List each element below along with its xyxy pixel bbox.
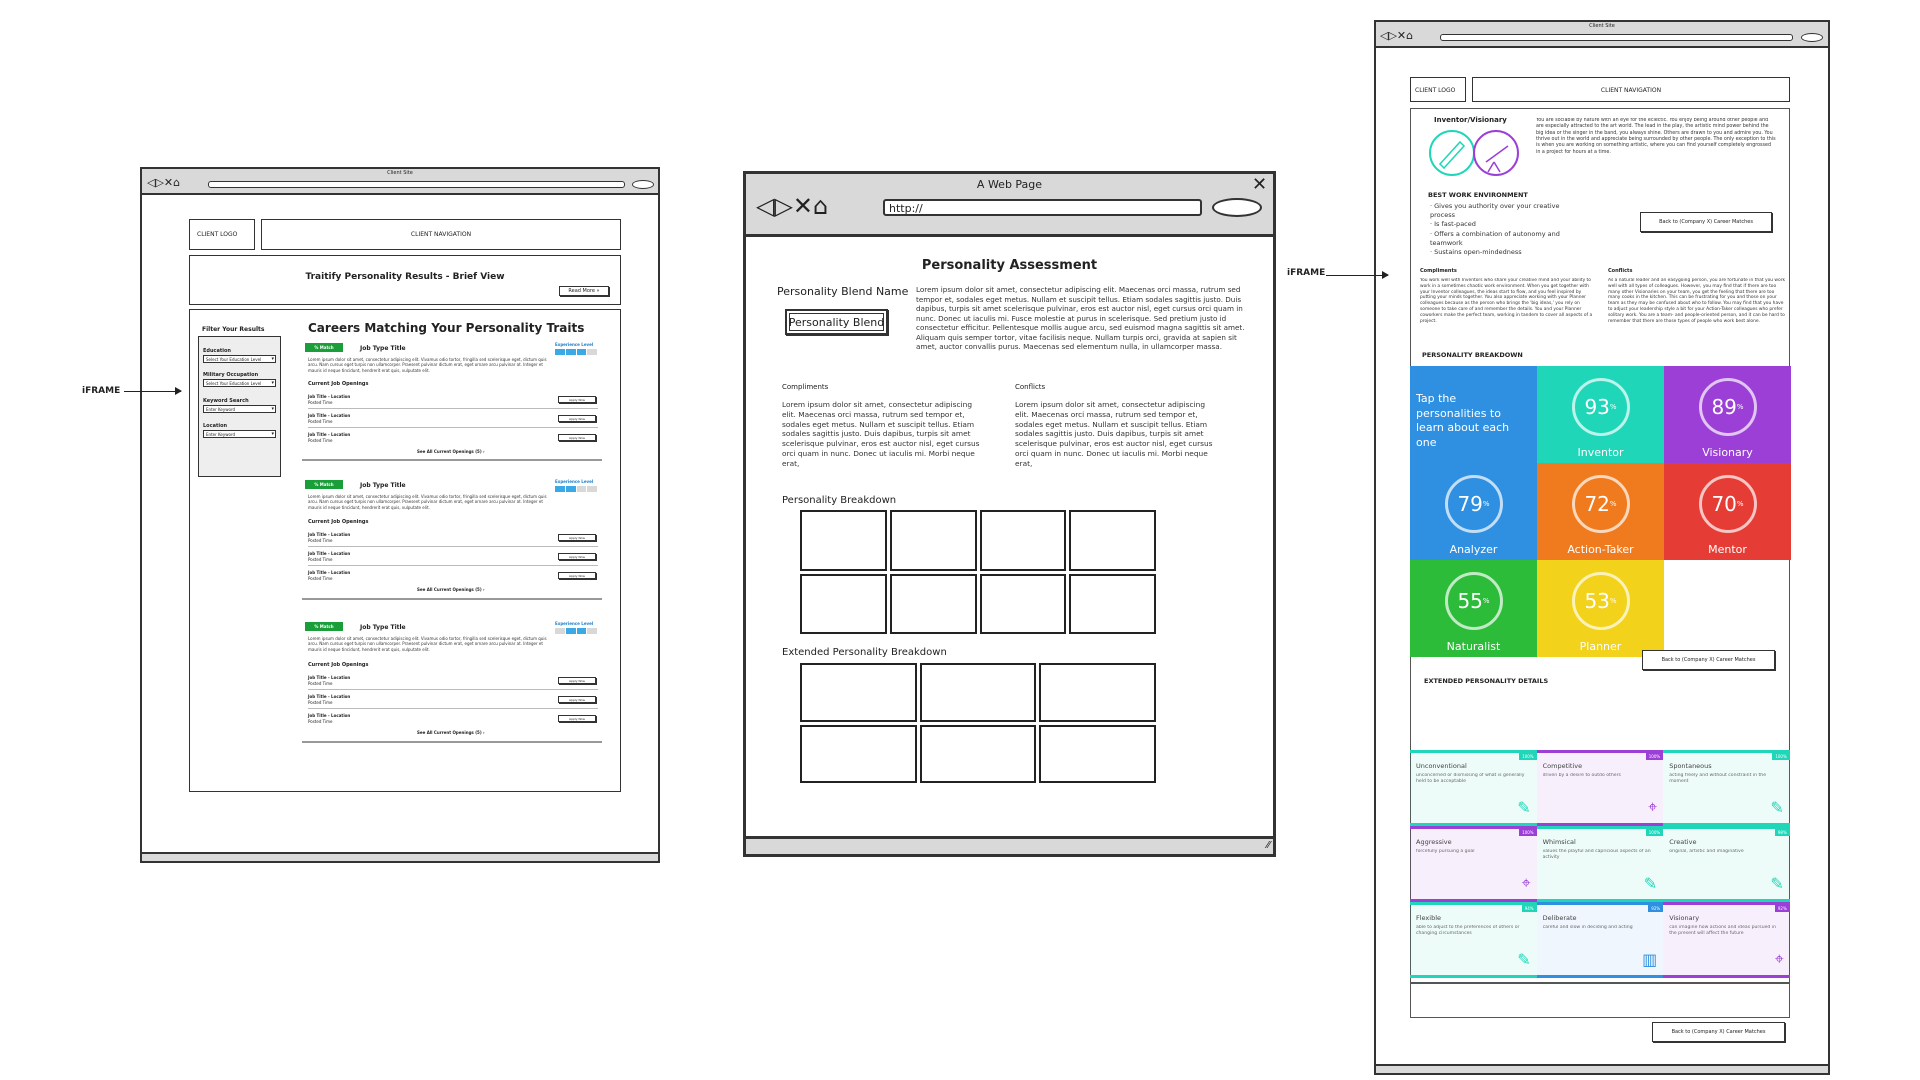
conflicts-label: Conflicts bbox=[1608, 268, 1633, 274]
trait-description: driven by a desire to outdo others bbox=[1542, 773, 1621, 778]
score-value: 79 bbox=[1457, 492, 1483, 516]
middle-search-icon[interactable] bbox=[1212, 198, 1262, 217]
score-value: 53 bbox=[1584, 589, 1610, 613]
pen-icon: ✎ bbox=[1517, 950, 1531, 969]
middle-status-bar bbox=[746, 836, 1273, 854]
tile-name: Action-Taker bbox=[1567, 543, 1634, 556]
trait-percent-badge: 94% bbox=[1522, 905, 1537, 912]
apply-now-button[interactable]: Apply Now bbox=[558, 553, 596, 560]
blend-description: Lorem ipsum dolor sit amet, consectetur adipiscing elit. Maecenas orci massa, rutrum sed tempor et, sodales eget metus. Nullam et suscipit tellus. Etiam sodales sagittis justo. Duis dapibus, turpis sit amet scelerisque pulvinar, eros est auctor nisl, eget cursus orci quam in nunc. Donec ut iaculis mi. Fusce molestie at purus in scelerisque. Sed pretium justo id consectetur efficitur. Pellentesque mollis augue arcu, sed euismod magna sagittis sit amet. Aliquam quis semper tortor, vitae facilisis neque. Nullam turpis orci, gravida at sapien sit amet, auctor convallis purus. Maecenas sed elementum nulla, in ullamcorper massa. bbox=[916, 285, 1245, 351]
tile-name: Inventor bbox=[1577, 446, 1624, 459]
match-badge: % Match bbox=[305, 480, 343, 489]
trait-name: Deliberate bbox=[1542, 914, 1577, 922]
trait-card-competitive[interactable] bbox=[1537, 750, 1664, 826]
apply-now-button[interactable]: Apply Now bbox=[558, 677, 596, 684]
filter-label-keyword: Keyword Search bbox=[203, 398, 249, 404]
posted-time: Posted Time bbox=[308, 576, 333, 581]
apply-now-button[interactable]: Apply Now bbox=[558, 696, 596, 703]
pen-icon: ✎ bbox=[1770, 798, 1784, 817]
experience-level-bar bbox=[555, 486, 597, 492]
type-intro: You are sociable by nature with an eye for the eclectic. You enjoy being around other people and are especially attracted to the art world. The lead in the play, the artistic mind power behind the big idea or the singer in the band, you always shine. Others are drawn to you and admire you. You thrive out in the world and appreciate being surrounded by other people. The only exception to this is when you are working on something artistic, where you can find yourself completely engrossed in a project for hours at a time. bbox=[1536, 118, 1776, 155]
keyword-input[interactable]: Enter Keyword ▾ bbox=[203, 405, 276, 413]
breakdown-cell[interactable] bbox=[890, 574, 977, 635]
trait-description: values the playful and capricious aspects of an activity bbox=[1542, 849, 1651, 861]
middle-url-bar[interactable]: http:// bbox=[883, 199, 1202, 216]
opening-title: Job Title - Location bbox=[308, 570, 351, 575]
posted-time: Posted Time bbox=[308, 557, 333, 562]
resize-grip-icon[interactable]: ⁄⁄ bbox=[1266, 840, 1270, 851]
brief-view-panel bbox=[189, 255, 621, 305]
trait-description: original, artistic and imaginative bbox=[1669, 849, 1744, 854]
brief-title: Traitify Personality Results - Brief View bbox=[305, 272, 505, 282]
extended-cell[interactable] bbox=[800, 725, 917, 784]
trait-description: acting freely and without constraint in the moment bbox=[1669, 773, 1767, 785]
trait-name: Creative bbox=[1669, 838, 1697, 846]
personality-tile-inventor[interactable] bbox=[1537, 366, 1664, 463]
pen-icon: ✎ bbox=[1643, 874, 1658, 893]
job-type-title: Job Type Title bbox=[360, 482, 406, 489]
tile-name: Analyzer bbox=[1449, 543, 1498, 556]
score-ring: 93 % bbox=[1572, 378, 1630, 436]
opening-title: Job Title - Location bbox=[308, 675, 351, 680]
right-status-bar bbox=[1376, 1064, 1828, 1073]
middle-window-title: A Web Page bbox=[976, 178, 1043, 191]
apply-now-button[interactable]: Apply Now bbox=[558, 434, 596, 441]
personality-tile-naturalist[interactable] bbox=[1410, 560, 1537, 657]
trait-name: Visionary bbox=[1669, 914, 1700, 922]
left-browser-window bbox=[140, 167, 660, 863]
opening-title: Job Title - Location bbox=[308, 551, 351, 556]
personality-tile-analyzer[interactable] bbox=[1410, 463, 1537, 560]
score-value: 70 bbox=[1711, 492, 1737, 516]
trait-description: unconcerned or dismissing of what is generally held to be acceptable bbox=[1416, 773, 1525, 785]
breakdown-cell[interactable] bbox=[980, 510, 1067, 571]
trait-name: Whimsical bbox=[1542, 838, 1576, 846]
opening-title: Job Title - Location bbox=[308, 432, 351, 437]
posted-time: Posted Time bbox=[308, 438, 333, 443]
bar-chart-icon: ▥ bbox=[1642, 950, 1658, 969]
conflicts-text: As a natural leader and an easygoing person, you are fortunate in that you work well with all types of colleagues. However, you may find that if there are too many other Visionaries on your team, you get the feeling that there are too many cooks in the kitchen. This can be frustrating for you and those on your team as they may be confused about who to follow. You may find that you have to adjust your leadership style a bit for your Action-Taker colleagues who prefer solitary work. You are a team- and people-oriented person, and it can be hard to remember that there are those types of people who work best alone. bbox=[1608, 278, 1786, 324]
divider bbox=[308, 546, 598, 547]
left-search-icon[interactable] bbox=[632, 180, 654, 189]
trait-percent-badge: 98% bbox=[1775, 829, 1790, 836]
pen-icon: ✎ bbox=[1517, 798, 1531, 817]
divider bbox=[302, 598, 602, 600]
score-ring: 55 % bbox=[1445, 572, 1503, 630]
score-value: 72 bbox=[1584, 492, 1610, 516]
left-url-bar[interactable] bbox=[208, 181, 625, 188]
inventor-visionary-icon bbox=[1428, 128, 1520, 178]
extended-label: Extended Personality Breakdown bbox=[782, 647, 947, 658]
pen-icon: ✎ bbox=[1770, 874, 1784, 893]
experience-level-bar bbox=[555, 349, 597, 355]
right-window-title: Client Site bbox=[1589, 23, 1615, 29]
read-more-button[interactable]: Read More » bbox=[559, 286, 609, 296]
match-badge: % Match bbox=[305, 622, 343, 631]
score-value: 55 bbox=[1457, 589, 1483, 613]
job-type-title: Job Type Title bbox=[360, 624, 406, 631]
trait-card-unconventional[interactable] bbox=[1410, 750, 1537, 826]
trait-percent-badge: 100% bbox=[1772, 753, 1789, 760]
right-search-icon[interactable] bbox=[1801, 33, 1823, 42]
score-ring: 89 % bbox=[1699, 378, 1757, 436]
trait-name: Aggressive bbox=[1416, 838, 1452, 846]
filter-title: Filter Your Results bbox=[202, 326, 265, 333]
posted-time: Posted Time bbox=[308, 700, 333, 705]
trait-card-spontaneous[interactable] bbox=[1663, 750, 1790, 826]
extended-cell[interactable] bbox=[800, 663, 917, 722]
extended-cell[interactable] bbox=[920, 725, 1037, 784]
opening-title: Job Title - Location bbox=[308, 394, 351, 399]
compliments-text: Lorem ipsum dolor sit amet, consectetur adipiscing elit. Maecenas orci massa, rutrum sed tempor et, sodales eget metus. Nullam et suscipit tellus. Etiam sodales sagittis justo. Duis dapibus, turpis sit amet scelerisque pulvinar, eros est auctor nisl, eget cursus orci quam in nunc. Donec ut iaculis mi. Morbi neque erat, bbox=[782, 400, 980, 468]
trait-card-creative[interactable] bbox=[1663, 826, 1790, 902]
trait-card-whimsical[interactable] bbox=[1537, 826, 1664, 902]
experience-level-label: Experience Level bbox=[555, 342, 594, 347]
nav-arrows-icon[interactable]: ◁▷✕⌂ bbox=[147, 176, 181, 189]
right-browser-window bbox=[1374, 20, 1830, 1075]
trait-card-aggressive[interactable] bbox=[1410, 826, 1537, 902]
conflicts-text: Lorem ipsum dolor sit amet, consectetur adipiscing elit. Maecenas orci massa, rutrum sed tempor et, sodales eget metus. Nullam et suscipit tellus. Etiam sodales sagittis justo. Duis dapibus, turpis sit amet scelerisque pulvinar, eros est auctor nisl, eget cursus orci quam in nunc. Donec ut iaculis mi. Morbi neque erat, bbox=[1015, 400, 1213, 468]
nav-arrows-icon[interactable]: ◁▷✕⌂ bbox=[1380, 29, 1414, 42]
military-select[interactable]: Select Your Education Level ▾ bbox=[203, 379, 276, 387]
right-url-bar[interactable] bbox=[1440, 34, 1793, 41]
tile-name: Visionary bbox=[1702, 446, 1753, 459]
trait-percent-badge: 92% bbox=[1775, 905, 1790, 912]
right-iframe-arrow bbox=[1326, 275, 1388, 276]
score-ring: 53 % bbox=[1572, 572, 1630, 630]
apply-now-button[interactable]: Apply Now bbox=[558, 715, 596, 722]
opening-title: Job Title - Location bbox=[308, 713, 351, 718]
score-value: 93 bbox=[1584, 395, 1610, 419]
score-ring: 79 % bbox=[1445, 475, 1503, 533]
extended-cell[interactable] bbox=[920, 663, 1037, 722]
apply-now-button[interactable]: Apply Now bbox=[558, 534, 596, 541]
job-type-title: Job Type Title bbox=[360, 345, 406, 352]
client-logo[interactable]: CLIENT LOGO bbox=[1410, 77, 1466, 102]
assessment-heading: Personality Assessment bbox=[921, 258, 1098, 273]
trait-percent-badge: 92% bbox=[1648, 905, 1663, 912]
client-logo[interactable]: CLIENT LOGO bbox=[189, 219, 255, 250]
personality-tile-planner[interactable] bbox=[1537, 560, 1664, 657]
breakdown-cell[interactable] bbox=[980, 574, 1067, 635]
trait-name: Unconventional bbox=[1416, 762, 1467, 770]
trait-percent-badge: 100% bbox=[1519, 753, 1536, 760]
divider bbox=[1410, 982, 1790, 984]
trait-name: Spontaneous bbox=[1669, 762, 1712, 770]
trait-description: can imagine how actions and ideas pursued in the present will affect the future bbox=[1669, 925, 1776, 937]
trait-percent-badge: 100% bbox=[1646, 753, 1663, 760]
middle-browser-chrome bbox=[746, 174, 1273, 237]
opening-title: Job Title - Location bbox=[308, 694, 351, 699]
breakdown-label: Personality Breakdown bbox=[782, 495, 897, 506]
divider bbox=[308, 427, 598, 428]
nav-arrows-icon[interactable]: ◁▷✕⌂ bbox=[756, 192, 829, 220]
score-ring: 70 % bbox=[1699, 475, 1757, 533]
see-all-openings-link[interactable]: See All Current Openings (5) › bbox=[417, 449, 485, 454]
score-ring: 72 % bbox=[1572, 475, 1630, 533]
experience-level-label: Experience Level bbox=[555, 479, 594, 484]
trait-description: careful and slow in deciding and acting bbox=[1542, 925, 1633, 930]
back-to-career-matches-button[interactable]: Back to (Company X) Career Matches bbox=[1652, 1022, 1785, 1042]
score-value: 89 bbox=[1711, 395, 1737, 419]
divider bbox=[302, 459, 602, 461]
left-status-bar bbox=[142, 852, 658, 861]
tap-instruction-tile: Tap the personalities to learn about each one bbox=[1410, 366, 1537, 463]
posted-time: Posted Time bbox=[308, 538, 333, 543]
filter-label-location: Location bbox=[203, 423, 228, 429]
location-input[interactable]: Enter Keyword ▾ bbox=[203, 430, 276, 438]
trait-description: able to adjust to the preferences of others or changing circumstances bbox=[1416, 925, 1520, 937]
right-browser-chrome bbox=[1376, 22, 1828, 48]
posted-time: Posted Time bbox=[308, 681, 333, 686]
trait-name: Competitive bbox=[1542, 762, 1583, 770]
job-description: Lorem ipsum dolor sit amet, consectetur adipiscing elit. Vivamus odio tortor, fringilla sed scelerisque eget, dictum quis arcu. Nam cursus eget turpis non ullamcorper. Praesent pulvinar dictum erat, eget ornare arcu pulvinar at. Integer et mauris id neque tincidunt, hendrerit erat quis, vulputate elit. bbox=[308, 357, 547, 373]
breakdown-cell[interactable] bbox=[800, 574, 887, 635]
right-iframe-label: iFRAME bbox=[1287, 268, 1326, 278]
tile-name: Mentor bbox=[1708, 543, 1747, 556]
openings-title: Current Job Openings bbox=[308, 381, 369, 387]
tile-name: Naturalist bbox=[1446, 640, 1501, 653]
job-description: Lorem ipsum dolor sit amet, consectetur adipiscing elit. Vivamus odio tortor, fringilla sed scelerisque eget, dictum quis arcu. Nam cursus eget turpis non ullamcorper. Praesent pulvinar dictum erat, eget ornare arcu pulvinar at. Integer et mauris id neque tincidunt, hendrerit erat quis, vulputate elit. bbox=[308, 636, 547, 652]
conflicts-label: Conflicts bbox=[1015, 383, 1046, 391]
back-to-career-matches-button[interactable]: Back to (Company X) Career Matches bbox=[1642, 650, 1775, 670]
personality-tile-mentor[interactable] bbox=[1664, 463, 1791, 560]
careers-title: Careers Matching Your Personality Traits bbox=[308, 321, 585, 335]
best-env-item: · Is fast-paced bbox=[1430, 220, 1476, 228]
job-description: Lorem ipsum dolor sit amet, consectetur adipiscing elit. Vivamus odio tortor, fringilla sed scelerisque eget, dictum quis arcu. Nam cursus eget turpis non ullamcorper. Praesent pulvinar dictum erat, eget ornare arcu pulvinar at. Integer et mauris id neque tincidunt, hendrerit erat quis, vulputate elit. bbox=[308, 494, 547, 510]
best-env-title: BEST WORK ENVIRONMENT bbox=[1428, 191, 1528, 199]
left-window-title: Client Site bbox=[387, 170, 413, 176]
see-all-openings-link[interactable]: See All Current Openings (5) › bbox=[417, 730, 485, 735]
apply-now-button[interactable]: Apply Now bbox=[558, 572, 596, 579]
divider bbox=[308, 408, 598, 409]
compliments-text: You work well with Inventors who share your creative mind and your ability to work in a sometimes chaotic work environment. When you get together with your Inventor colleagues, the ideas start to flow, and you feel inspired by putting your minds together. You also appreciate working with your Planner colleagues because as the person who brings the 'big ideas,' you rely on someone to take care of and remember the details. You and your Planner coworkers make the perfect team, working in tandem to cover all aspects of a project. bbox=[1420, 278, 1593, 324]
openings-title: Current Job Openings bbox=[308, 662, 369, 668]
divider bbox=[308, 708, 598, 709]
extended-cell[interactable] bbox=[1039, 725, 1156, 784]
trait-card-flexible[interactable] bbox=[1410, 902, 1537, 978]
telescope-icon: ⌖ bbox=[1774, 949, 1784, 968]
breakdown-cell[interactable] bbox=[890, 510, 977, 571]
best-env-item: · Offers a combination of autonomy and teamwork bbox=[1430, 230, 1560, 247]
breakdown-cell[interactable] bbox=[800, 510, 887, 571]
telescope-icon: ⌖ bbox=[1648, 797, 1658, 816]
apply-now-button[interactable]: Apply Now bbox=[558, 396, 596, 403]
extended-cell[interactable] bbox=[1039, 663, 1156, 722]
client-navigation[interactable]: CLIENT NAVIGATION bbox=[261, 219, 621, 250]
best-env-item: · Sustains open-mindedness bbox=[1430, 248, 1522, 256]
personality-tile-action-taker[interactable] bbox=[1537, 463, 1664, 560]
filter-label-education: Education bbox=[203, 348, 231, 354]
compliments-label: Compliments bbox=[1420, 268, 1457, 274]
trait-description: forcefully pursuing a goal bbox=[1416, 849, 1475, 854]
breakdown-title: PERSONALITY BREAKDOWN bbox=[1422, 351, 1523, 359]
opening-title: Job Title - Location bbox=[308, 413, 351, 418]
extended-title: EXTENDED PERSONALITY DETAILS bbox=[1424, 677, 1549, 685]
type-title: Inventor/Visionary bbox=[1434, 116, 1507, 124]
experience-level-bar bbox=[555, 628, 597, 634]
personality-breakdown-grid[interactable] bbox=[800, 510, 1156, 634]
middle-browser-window bbox=[743, 171, 1276, 857]
blend-name: Personality Blend Name bbox=[777, 285, 909, 298]
trait-percent-badge: 100% bbox=[1646, 829, 1663, 836]
openings-title: Current Job Openings bbox=[308, 519, 369, 525]
breakdown-cell[interactable] bbox=[1069, 574, 1156, 635]
trait-card-visionary[interactable] bbox=[1663, 902, 1790, 978]
compliments-label: Compliments bbox=[782, 383, 829, 391]
opening-title: Job Title - Location bbox=[308, 532, 351, 537]
education-select[interactable]: Select Your Education Level ▾ bbox=[203, 355, 276, 363]
divider bbox=[302, 741, 602, 743]
posted-time: Posted Time bbox=[308, 400, 333, 405]
trait-card-deliberate[interactable] bbox=[1537, 902, 1664, 978]
tile-name: Planner bbox=[1579, 640, 1622, 653]
extended-breakdown-grid[interactable] bbox=[800, 663, 1156, 783]
left-iframe-arrow bbox=[124, 391, 181, 392]
left-iframe-label: iFRAME bbox=[82, 386, 121, 396]
left-browser-chrome bbox=[142, 169, 658, 195]
experience-level-label: Experience Level bbox=[555, 621, 594, 626]
apply-now-button[interactable]: Apply Now bbox=[558, 415, 596, 422]
divider bbox=[308, 689, 598, 690]
telescope-icon: ⌖ bbox=[1521, 873, 1531, 892]
posted-time: Posted Time bbox=[308, 419, 333, 424]
posted-time: Posted Time bbox=[308, 719, 333, 724]
trait-name: Flexible bbox=[1416, 914, 1442, 922]
trait-percent-badge: 100% bbox=[1519, 829, 1536, 836]
close-icon[interactable]: ✕ bbox=[1252, 174, 1268, 195]
back-to-career-matches-button[interactable]: Back to (Company X) Career Matches bbox=[1640, 212, 1772, 232]
divider bbox=[308, 565, 598, 566]
breakdown-cell[interactable] bbox=[1069, 510, 1156, 571]
match-badge: % Match bbox=[305, 343, 343, 352]
personality-tile-visionary[interactable] bbox=[1664, 366, 1791, 463]
filter-label-military: Military Occupation bbox=[203, 372, 259, 378]
best-env-item: · Gives you authority over your creative process bbox=[1430, 202, 1560, 219]
client-navigation[interactable]: CLIENT NAVIGATION bbox=[1472, 77, 1790, 102]
see-all-openings-link[interactable]: See All Current Openings (5) › bbox=[417, 587, 485, 592]
personality-blend-button[interactable]: Personality Blend bbox=[785, 309, 888, 335]
